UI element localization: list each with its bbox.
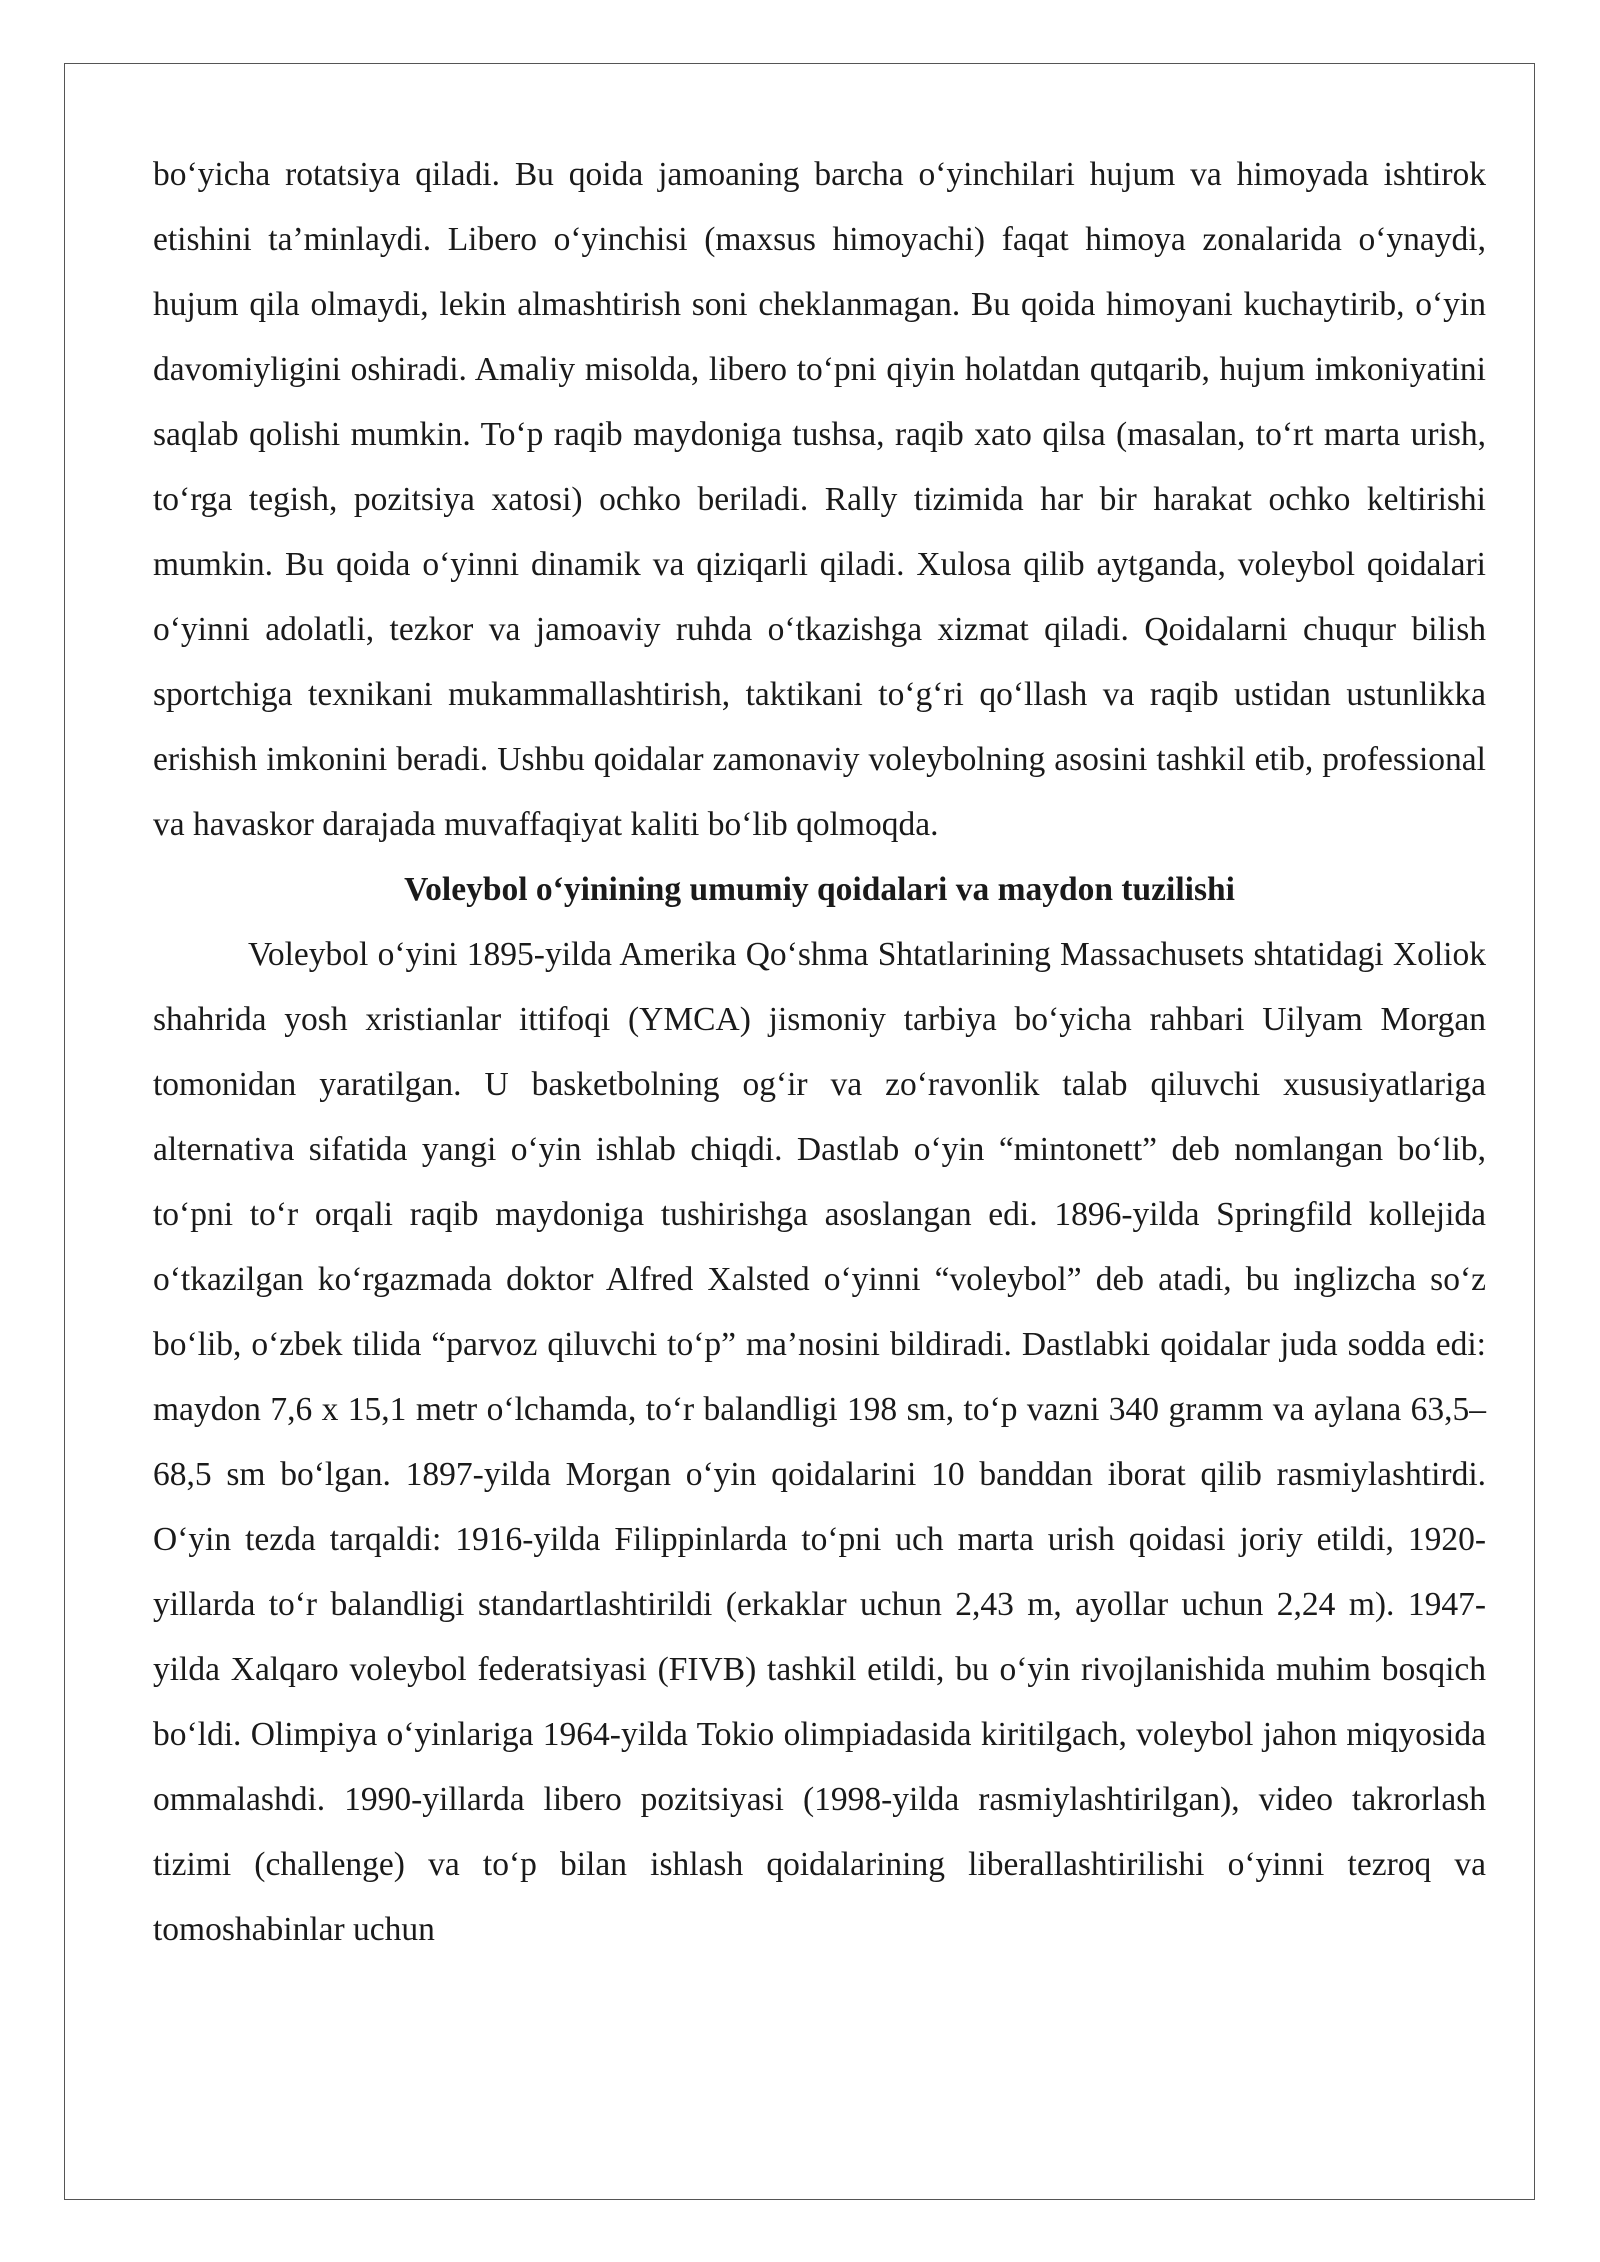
section-heading: Voleybol o‘yinining umumiy qoidalari va maydon tuzilishi: [404, 871, 1235, 908]
paragraph-history: Voleybol o‘yini 1895-yilda Amerika Qo‘shma Shtatlarining Massachusets shtatidagi Xoliok shahrida yosh xristianlar ittifoqi (YMCA) jismoniy tarbiya bo‘yicha rahbari Uilyam Morgan tomonidan yaratilgan. U basketbolning og‘ir va zo‘ravonlik talab qiluvchi xususiyatlariga alternativa sifatida yangi o‘yin ishlab chiqdi. Dastlab o‘yin “mintonett” deb nomlangan bo‘lib, to‘pni to‘r orqali raqib maydoniga tushirishga asoslangan edi. 1896-yilda Springfild kollejida o‘tkazilgan ko‘rgazmada doktor Alfred Xalsted o‘yinni “voleybol” deb atadi, bu inglizcha so‘z bo‘lib, o‘zbek tilida “parvoz qiluvchi to‘p” ma’nosini bildiradi. Dastlabki qoidalar juda sodda edi: maydon 7,6 x 15,1 metr o‘lchamda, to‘r balandligi 198 sm, to‘p vazni 340 gramm va aylana 63,5–68,5 sm bo‘lgan. 1897-yilda Morgan o‘yin qoidalarini 10 banddan iborat qilib rasmiylashtirdi. O‘yin tezda tarqaldi: 1916-yilda Filippinlarda to‘pni uch marta urish qoidasi joriy etildi, 1920-yillarda to‘r balandligi standartlashtirildi (erkaklar uchun 2,43 m, ayollar uchun 2,24 m). 1947-yilda Xalqaro voleybol federatsiyasi (FIVB) tashkil etildi, bu o‘yin rivojlanishida muhim bosqich bo‘ldi. Olimpiya o‘yinlariga 1964-yilda Tokio olimpiadasida kiritilgach, voleybol jahon miqyosida ommalashdi. 1990-yillarda libero pozitsiyasi (1998-yilda rasmiylashtirilgan), video takrorlash tizimi (challenge) va to‘p bilan ishlash qoidalarining liberallashtirilishi o‘yinni tezroq va tomoshabinlar uchun: [153, 936, 1486, 1948]
paragraph-continued: bo‘yicha rotatsiya qiladi. Bu qoida jamoaning barcha o‘yinchilari hujum va himoyada ishtirok etishini ta’minlaydi. Libero o‘yinchisi (maxsus himoyachi) faqat himoya zonalarida o‘ynaydi, hujum qila olmaydi, lekin almashtirish soni cheklanmagan. Bu qoida himoyani kuchaytirib, o‘yin davomiyligini oshiradi. Amaliy misolda, libero to‘pni qiyin holatdan qutqarib, hujum imkoniyatini saqlab qolishi mumkin. To‘p raqib maydoniga tushsa, raqib xato qilsa (masalan, to‘rt marta urish, to‘rga tegish, pozitsiya xatosi) ochko beriladi. Rally tizimida har bir harakat ochko keltirishi mumkin. Bu qoida o‘yinni dinamik va qiziqarli qiladi. Xulosa qilib aytganda, voleybol qoidalari o‘yinni adolatli, tezkor va jamoaviy ruhda o‘tkazishga xizmat qiladi. Qoidalarni chuqur bilish sportchiga texnikani mukammallashtirish, taktikani to‘g‘ri qo‘llash va raqib ustidan ustunlikka erishish imkonini beradi. Ushbu qoidalar zamonaviy voleybolning asosini tashkil etib, professional va havaskor darajada muvaffaqiyat kaliti bo‘lib qolmoqda.: [153, 156, 1486, 843]
document-body: [153, 142, 1486, 1962]
